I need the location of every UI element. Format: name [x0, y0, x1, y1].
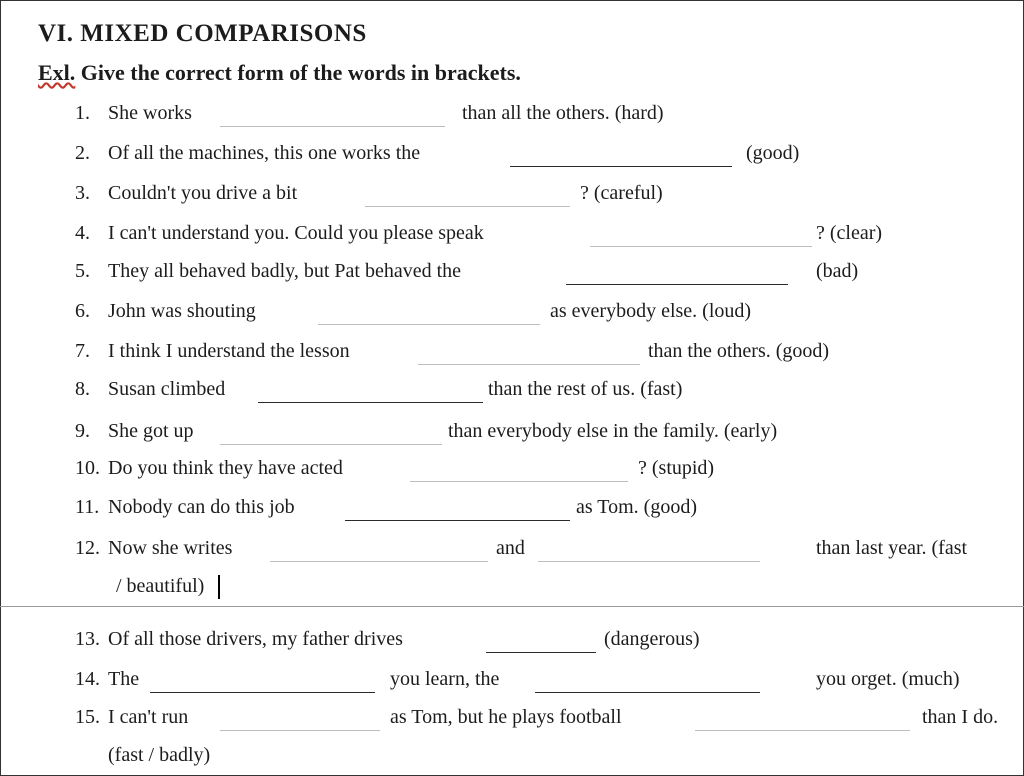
- item-text: (dangerous): [604, 628, 700, 650]
- item-text: The: [108, 668, 140, 690]
- section-divider: [0, 606, 1024, 607]
- exercise-label: Exl.: [38, 60, 76, 85]
- item-text: I think I understand the lesson: [108, 340, 350, 362]
- answer-blank[interactable]: [566, 262, 788, 285]
- text-cursor: [218, 575, 220, 599]
- item-text: ? (clear): [816, 222, 883, 244]
- item-text: (bad): [816, 260, 859, 282]
- section-title: VI. MIXED COMPARISONS: [38, 20, 367, 47]
- item-text: (good): [746, 142, 800, 164]
- answer-blank[interactable]: [418, 342, 640, 365]
- answer-blank[interactable]: [410, 459, 628, 482]
- item-number: 13.: [75, 628, 100, 650]
- item-text: Of all the machines, this one works the: [108, 142, 421, 164]
- item-number: 8.: [75, 378, 90, 400]
- item-text: than all the others. (hard): [462, 102, 664, 124]
- item-number: 12.: [75, 537, 100, 559]
- item-text: Do you think they have acted: [108, 457, 343, 479]
- item-text: She works: [108, 102, 192, 124]
- answer-blank[interactable]: [538, 539, 760, 562]
- item-text: you orget. (much): [816, 668, 960, 690]
- item-number: 7.: [75, 340, 90, 362]
- answer-blank[interactable]: [220, 422, 442, 445]
- answer-blank[interactable]: [535, 670, 760, 693]
- item-text: John was shouting: [108, 300, 256, 322]
- item-text: Of all those drivers, my father drives: [108, 628, 403, 650]
- item-text: than everybody else in the family. (early): [448, 420, 778, 442]
- item-text: as everybody else. (loud): [550, 300, 752, 322]
- item-text: ? (careful): [580, 182, 663, 204]
- answer-blank[interactable]: [150, 670, 375, 693]
- item-number: 3.: [75, 182, 90, 204]
- item-text: They all behaved badly, but Pat behaved the: [108, 260, 462, 282]
- item-text: as Tom, but he plays football: [390, 706, 622, 728]
- item-text: ? (stupid): [638, 457, 715, 479]
- answer-blank[interactable]: [220, 104, 445, 127]
- exercise-instruction: [38, 60, 521, 86]
- answer-blank[interactable]: [510, 144, 732, 167]
- item-text: Nobody can do this job: [108, 496, 295, 518]
- answer-blank[interactable]: [590, 224, 812, 247]
- item-text: as Tom. (good): [576, 496, 697, 518]
- answer-blank[interactable]: [270, 539, 488, 562]
- item-number: 10.: [75, 457, 100, 479]
- answer-blank[interactable]: [695, 708, 910, 731]
- item-text: than the others. (good): [648, 340, 830, 362]
- item-text: you learn, the: [390, 668, 500, 690]
- answer-blank[interactable]: [258, 380, 483, 403]
- item-continuation: (fast / badly): [108, 744, 211, 766]
- item-text: and: [496, 537, 525, 559]
- item-text: Now she writes: [108, 537, 233, 559]
- item-number: 15.: [75, 706, 100, 728]
- item-number: 5.: [75, 260, 90, 282]
- answer-blank[interactable]: [345, 498, 570, 521]
- item-number: 1.: [75, 102, 90, 124]
- answer-blank[interactable]: [486, 630, 596, 653]
- answer-blank[interactable]: [318, 302, 540, 325]
- item-continuation: / beautiful): [116, 575, 205, 597]
- item-text: Susan climbed: [108, 378, 226, 400]
- instruction-text: Give the correct form of the words in brackets.: [80, 60, 521, 85]
- item-text: Couldn't you drive a bit: [108, 182, 298, 204]
- item-number: 6.: [75, 300, 90, 322]
- item-text: than last year. (fast: [816, 537, 968, 559]
- item-text: I can't run: [108, 706, 189, 728]
- item-number: 9.: [75, 420, 90, 442]
- item-number: 2.: [75, 142, 90, 164]
- item-number: 11.: [75, 496, 100, 518]
- item-text: than I do.: [922, 706, 999, 728]
- item-number: 14.: [75, 668, 100, 690]
- item-text: She got up: [108, 420, 194, 442]
- item-number: 4.: [75, 222, 90, 244]
- answer-blank[interactable]: [365, 184, 570, 207]
- item-text: I can't understand you. Could you please speak: [108, 222, 484, 244]
- item-text: than the rest of us. (fast): [488, 378, 683, 400]
- answer-blank[interactable]: [220, 708, 380, 731]
